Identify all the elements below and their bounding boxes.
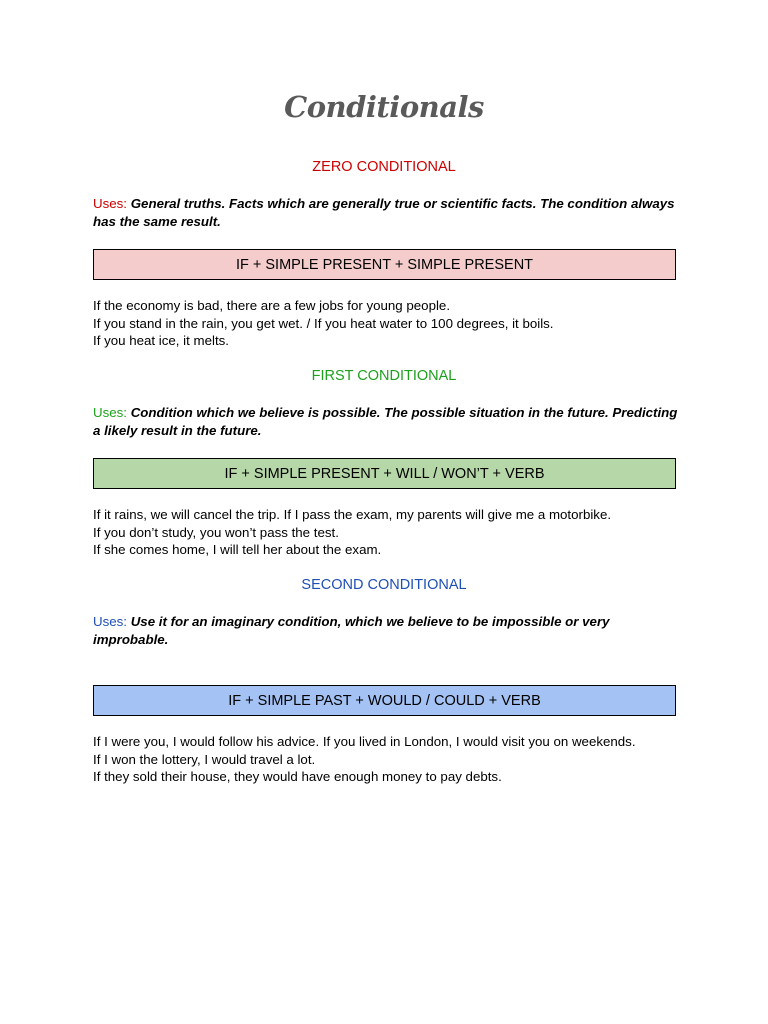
- example-line: If I were you, I would follow his advice. If you lived in London, I would visit you on weekends.: [93, 734, 636, 749]
- zero-uses-text: General truths. Facts which are generally true or scientific facts. The condition always has the same result.: [93, 196, 675, 229]
- first-uses-label: Uses:: [93, 405, 127, 420]
- first-conditional-formula-box: [93, 458, 676, 489]
- first-formula-text: IF + SIMPLE PRESENT + WILL / WON’T + VERB: [224, 465, 545, 482]
- second-conditional-examples: [93, 733, 693, 786]
- first-conditional-uses: [93, 404, 678, 439]
- first-uses-text: Condition which we believe is possible. The possible situation in the future. Predicting a likely result in the future.: [93, 405, 678, 438]
- page-title: Conditionals: [284, 90, 484, 124]
- example-line: If she comes home, I will tell her about the exam.: [93, 542, 382, 557]
- zero-conditional-uses: [93, 195, 678, 230]
- zero-conditional-heading: ZERO CONDITIONAL: [312, 159, 456, 175]
- second-conditional-uses: [93, 613, 678, 648]
- example-line: If you stand in the rain, you get wet. / If you heat water to 100 degrees, it boils.: [93, 315, 554, 331]
- example-line: If the economy is bad, there are a few jobs for young people.: [93, 298, 451, 313]
- second-conditional-heading: SECOND CONDITIONAL: [301, 577, 467, 593]
- second-uses-text: Use it for an imaginary condition, which we believe to be impossible or very improbable.: [93, 614, 610, 647]
- example-line: If it rains, we will cancel the trip. If I pass the exam, my parents will give me a motorbike.: [93, 507, 612, 522]
- second-conditional-formula-box: [93, 685, 676, 716]
- zero-conditional-formula-box: [93, 249, 676, 280]
- zero-uses-label: Uses:: [93, 196, 127, 211]
- first-conditional-examples: [93, 506, 693, 559]
- second-formula-text: IF + SIMPLE PAST + WOULD / COULD + VERB: [228, 692, 541, 709]
- example-line: If you heat ice, it melts.: [93, 333, 229, 348]
- zero-conditional-examples: [93, 297, 693, 350]
- example-line: If I won the lottery, I would travel a lot.: [93, 751, 316, 767]
- first-conditional-heading: FIRST CONDITIONAL: [311, 368, 457, 384]
- example-line: If they sold their house, they would have enough money to pay debts.: [93, 769, 502, 784]
- zero-formula-text: IF + SIMPLE PRESENT + SIMPLE PRESENT: [235, 256, 534, 273]
- second-uses-label: Uses:: [93, 614, 127, 629]
- example-line: If you don’t study, you won’t pass the test.: [93, 524, 339, 540]
